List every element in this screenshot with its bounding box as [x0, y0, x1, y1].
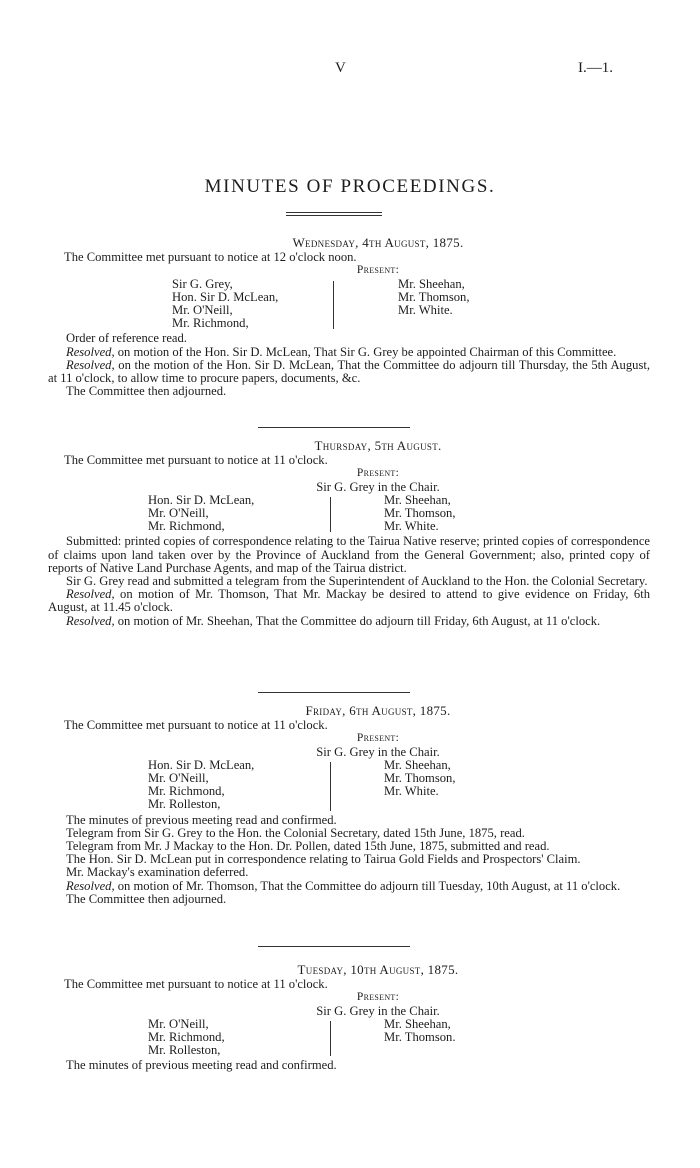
session-opening: The Committee met pursuant to notice at 11 o'clock.: [64, 718, 328, 733]
member-name: Mr. Thomson,: [384, 506, 456, 521]
members-right: [384, 759, 456, 799]
minute-entry: Sir G. Grey read and submitted a telegram from the Superintendent of Auckland to the Hon. the Colonial Secretary.: [66, 574, 648, 589]
member-name: Mr. Sheehan,: [384, 492, 451, 507]
session-opening: The Committee met pursuant to notice at 11 o'clock.: [64, 453, 328, 468]
minute-entry: The minutes of previous meeting read and confirmed.: [66, 812, 337, 827]
resolution-text: on motion of the Hon. Sir D. McLean, That Sir G. Grey be appointed Chairman of this Committee.: [114, 344, 617, 359]
member-name: Mr. White.: [398, 303, 453, 318]
member-name: Sir G. Grey,: [172, 276, 233, 291]
member-name: Mr. Sheehan,: [384, 757, 451, 772]
minute-entry: The minutes of previous meeting read and confirmed.: [66, 1058, 337, 1073]
section-divider: [258, 946, 410, 947]
member-name: Mr. Thomson,: [398, 289, 470, 304]
resolution-text: on motion of Mr. Thomson, That the Committee do adjourn till Tuesday, 10th August, at 11 o'clock.: [114, 878, 621, 893]
paper-reference: I.—1.: [578, 60, 613, 76]
minute-entry: Submitted: printed copies of correspondence relating to the Tairua Native reserve; printed copies of correspondence of claims upon land taken over by the Province of Auckland from the General Government; also, printed copy of reports of Native Land Purchase Agents, and map of the Tairua district.: [48, 534, 650, 575]
resolution: [0, 359, 700, 385]
section-divider: [258, 427, 410, 428]
minute-entry: The Committee then adjourned.: [66, 384, 227, 399]
resolved-label: Resolved,: [66, 878, 115, 893]
member-name: Hon. Sir D. McLean,: [148, 492, 255, 507]
member-name: Mr. Rolleston,: [148, 1043, 221, 1058]
session-date: Wednesday, 4th August, 1875.: [292, 235, 464, 250]
resolution: [0, 588, 700, 614]
resolution: [0, 880, 700, 893]
session-1: [0, 236, 700, 398]
member-name: Mr. O'Neill,: [148, 771, 209, 786]
members-list: [0, 494, 700, 536]
resolved-label: Resolved,: [66, 613, 115, 628]
chair-line: Sir G. Grey in the Chair.: [316, 1003, 440, 1018]
member-name: Mr. Thomson,: [384, 771, 456, 786]
session-opening: The Committee met pursuant to notice at 11 o'clock.: [64, 977, 328, 992]
minute-entry: The Hon. Sir D. McLean put in correspondence relating to Tairua Gold Fields and Prospectors' Claim.: [66, 852, 581, 867]
member-name: Mr. Richmond,: [172, 316, 249, 331]
title-rule: [286, 215, 382, 216]
member-name: Mr. Richmond,: [148, 519, 225, 534]
title-rule: [286, 212, 382, 213]
members-left: [148, 759, 254, 812]
member-name: Mr. Sheehan,: [384, 1016, 451, 1031]
session-date: Tuesday, 10th August, 1875.: [297, 962, 459, 977]
member-name: Mr. Richmond,: [148, 784, 225, 799]
resolution-text: on the motion of the Hon. Sir D. McLean, That the Committee do adjourn till Thursday, the 5th August, at 11 o'clock, to allow time to procure papers, documents, &c.: [48, 357, 650, 386]
page-number: V: [335, 60, 346, 76]
session-2: [0, 439, 700, 628]
members-right: [398, 278, 470, 318]
present-label: Present:: [356, 467, 400, 480]
members-left: [148, 1018, 225, 1058]
session-opening: The Committee met pursuant to notice at 12 o'clock noon.: [64, 250, 357, 265]
session-3: [0, 704, 700, 906]
resolution-text: on motion of Mr. Thomson, That Mr. Mackay be desired to attend to give evidence on Friday, 6th August, at 11.45 o'clock.: [48, 587, 650, 615]
resolution-text: on motion of Mr. Sheehan, That the Committee do adjourn till Friday, 6th August, at 11 o'clock.: [114, 613, 601, 628]
session-date: Thursday, 5th August.: [314, 438, 442, 453]
minute-entry: Telegram from Mr. J Mackay to the Hon. Dr. Pollen, dated 15th June, 1875, submitted and read.: [66, 839, 550, 854]
resolved-label: Resolved,: [66, 344, 115, 359]
member-name: Mr. Rolleston,: [148, 797, 221, 812]
members-divider: [333, 281, 334, 330]
member-name: Mr. Sheehan,: [398, 276, 465, 291]
session-date: Friday, 6th August, 1875.: [305, 703, 451, 718]
resolved-label: Resolved,: [66, 357, 115, 372]
minute-entry: The Committee then adjourned.: [66, 891, 227, 906]
minute-entry: Telegram from Sir G. Grey to the Hon. the Colonial Secretary, dated 15th June, 1875, read.: [66, 825, 525, 840]
members-list: [0, 1018, 700, 1060]
session-4: [0, 963, 700, 1073]
members-right: [384, 1018, 456, 1044]
member-name: Mr. O'Neill,: [172, 303, 233, 318]
member-name: Mr. Thomson.: [384, 1030, 456, 1045]
page-title: MINUTES OF PROCEEDINGS.: [204, 176, 496, 197]
member-name: Mr. Richmond,: [148, 1030, 225, 1045]
member-name: Mr. White.: [384, 784, 439, 799]
members-left: [148, 494, 254, 534]
members-list: [0, 759, 700, 814]
minute-entry: Mr. Mackay's examination deferred.: [66, 865, 249, 880]
member-name: Hon. Sir D. McLean,: [148, 757, 255, 772]
member-name: Hon. Sir D. McLean,: [172, 289, 279, 304]
members-left: [172, 278, 278, 331]
members-divider: [330, 762, 331, 811]
minute-entry: Order of reference read.: [66, 331, 187, 346]
present-label: Present:: [356, 264, 400, 277]
member-name: Mr. White.: [384, 519, 439, 534]
chair-line: Sir G. Grey in the Chair.: [316, 479, 440, 494]
member-name: Mr. O'Neill,: [148, 506, 209, 521]
member-name: Mr. O'Neill,: [148, 1016, 209, 1031]
members-list: [0, 278, 700, 333]
present-label: Present:: [356, 732, 400, 745]
resolution: [0, 615, 700, 628]
members-divider: [330, 497, 331, 533]
section-divider: [258, 692, 410, 693]
members-right: [384, 494, 456, 534]
present-label: Present:: [356, 991, 400, 1004]
chair-line: Sir G. Grey in the Chair.: [316, 744, 440, 759]
resolved-label: Resolved,: [66, 587, 115, 602]
members-divider: [330, 1021, 331, 1057]
